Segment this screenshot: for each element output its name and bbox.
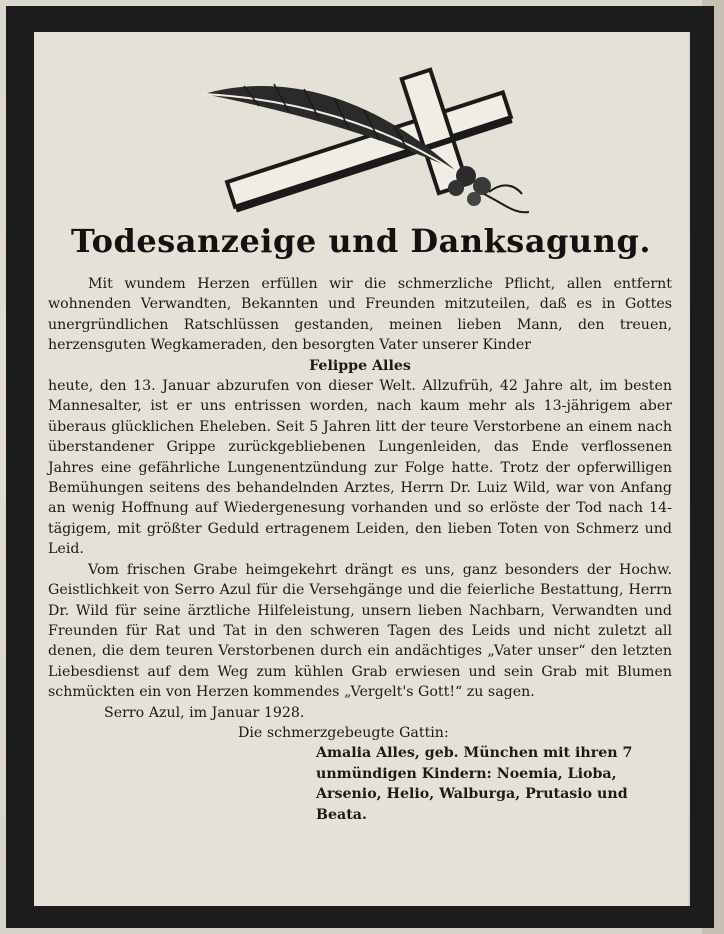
notice-body xyxy=(48,274,672,825)
signature-intro: Die schmerzgebeugte Gattin: xyxy=(238,724,449,741)
notice-content xyxy=(34,32,688,906)
notice-title: Todesanzeige und Danksagung. xyxy=(71,222,651,260)
signature-names: Amalia Alles, geb. München mit ihren 7 unmündigen Kindern: Noemia, Lioba, Arsenio, Helio, Walburga, Prutasio und Beata. xyxy=(316,745,633,823)
signature-text xyxy=(48,743,672,825)
cross-and-quill-icon xyxy=(184,54,564,234)
deceased-name: Felippe Alles xyxy=(309,357,411,374)
paragraph-details: heute, den 13. Januar abzurufen von dieser Welt. Allzufrüh, 42 Jahre alt, im besten Mannesalter, ist er uns entrissen worden, nach kaum mehr als 13-jährigem aber überaus glücklichen Eheleben. Seit 5 Jahren litt der teure Verstorbene an einem nach überstandener Grippe zurückgebliebenen Lungenleiden, das Ende verflossenen Jahres eine gefährliche Lungenentzündung zur Folge hatte. Trotz der opferwilligen Bemühungen seitens des behandelnden Arztes, Herrn Dr. Luiz Wild, war von Anfang an wenig Hoffnung auf Wiedergenesung vorhanden und so erlöste der Tod nach 14-tägigem, mit größter Geduld ertragenem Leiden, den lieben Toten von Schmerz und Leid. xyxy=(48,378,672,558)
paragraph-announcement: Mit wundem Herzen erfüllen wir die schmerzliche Pflicht, allen entfernt wohnenden Verwandten, Bekannten und Freunden mitzuteilen, daß es in Gottes unergründlichen Ratschlüssen gestanden, meinen lieben Mann, den treuen, herzensguten Wegkameraden, den besorgten Vater unserer Kinder xyxy=(48,276,672,354)
paragraph-thanks: Vom frischen Grabe heimgekehrt drängt es uns, ganz besonders der Hochw. Geistlichkeit von Serro Azul für die Versehgänge und die feierliche Bestattung, Herrn Dr. Wild für seine ärztliche Hilfeleistung, unsern lieben Nachbarn, Verwandten und Freunden für Rat und Tat in den schweren Tagen des Leids und nicht zuletzt all denen, die dem teuren Verstorbenen durch ein andächtiges „Vater unser“ den letzten Liebesdienst auf dem Weg zum kühlen Grab erwiesen und sein Grab mit Blumen schmückten ein von Herzen kommendes „Vergelt's Gott!“ zu sagen. xyxy=(48,561,672,701)
place-date: Serro Azul, im Januar 1928. xyxy=(104,704,305,721)
